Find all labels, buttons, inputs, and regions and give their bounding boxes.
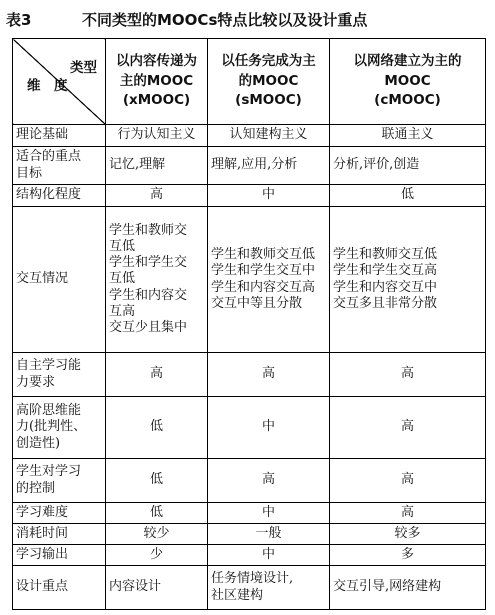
header-smooc [208, 39, 330, 125]
xmooc-cell-line: 记忆,理解 [109, 157, 166, 173]
cmooc-cell-line: 高 [400, 366, 414, 382]
cmooc-cell-line: 学生和内容交互中 [333, 279, 438, 295]
table-row [13, 524, 486, 545]
row-label [13, 524, 106, 545]
row-label-line: 高阶思维能 [16, 403, 82, 419]
xmooc-cell [106, 125, 208, 147]
header-xmooc-line: 主的MOOC [119, 72, 194, 89]
corner-type-label: 类型 [70, 60, 97, 76]
row-label-line: 适合的重点 [16, 149, 82, 165]
xmooc-cell [106, 503, 208, 524]
smooc-cell [208, 545, 330, 566]
table-number: 表3 [6, 10, 32, 29]
cmooc-cell-line: 高 [400, 472, 414, 488]
cmooc-cell-line: 高 [400, 419, 414, 435]
smooc-cell [208, 185, 330, 207]
smooc-cell-line: 交互中等且分散 [211, 295, 303, 311]
xmooc-cell-line: 互低 [109, 238, 136, 254]
xmooc-cell-line: 高 [149, 187, 163, 203]
header-cmooc-line: (cMOOC) [374, 92, 441, 109]
row-label [13, 125, 106, 147]
cmooc-cell [330, 125, 486, 147]
table-row [13, 207, 486, 353]
xmooc-cell-line: 低 [149, 504, 163, 520]
header-smooc-line: (sMOOC) [235, 92, 302, 109]
table-row [13, 545, 486, 566]
row-label-line: 创造性) [16, 435, 61, 451]
header-cmooc [330, 39, 486, 125]
table-row [13, 147, 486, 185]
row-label [13, 459, 106, 503]
cmooc-cell [330, 147, 486, 185]
row-label [13, 185, 106, 207]
row-label [13, 566, 106, 610]
smooc-cell-line: 高 [261, 366, 275, 382]
table-caption [6, 0, 495, 38]
xmooc-cell-line: 交互少且集中 [109, 320, 188, 336]
cmooc-cell [330, 459, 486, 503]
xmooc-cell [106, 524, 208, 545]
xmooc-cell-line: 学生和学生交 [109, 255, 188, 271]
xmooc-cell-line: 互低 [109, 271, 136, 287]
cmooc-cell [330, 207, 486, 353]
cmooc-cell [330, 566, 486, 610]
xmooc-cell [106, 185, 208, 207]
header-row [13, 39, 486, 125]
xmooc-cell [106, 147, 208, 185]
smooc-cell-line: 高 [261, 472, 275, 488]
cmooc-cell [330, 503, 486, 524]
row-label-line: 目标 [16, 165, 43, 181]
xmooc-cell [106, 353, 208, 397]
row-label-line: 学生对学习 [16, 464, 82, 480]
xmooc-cell-line: 高 [149, 366, 163, 382]
smooc-cell [208, 147, 330, 185]
xmooc-cell-line: 行为认知主义 [117, 127, 196, 143]
header-xmooc [106, 39, 208, 125]
cmooc-cell [330, 545, 486, 566]
cmooc-cell [330, 185, 486, 207]
cmooc-cell-line: 联通主义 [381, 127, 434, 143]
header-smooc-line: 以任务完成为主 [221, 53, 316, 70]
cmooc-cell-line: 交互引导,网络建构 [333, 579, 442, 595]
smooc-cell [208, 459, 330, 503]
cmooc-cell-line: 学生和学生交互高 [333, 263, 438, 279]
smooc-cell-line: 任务情境设计, [211, 571, 294, 587]
row-label-line: 的控制 [16, 480, 56, 496]
smooc-cell-line: 中 [261, 187, 275, 203]
row-label-line: 消耗时间 [16, 525, 69, 541]
row-label [13, 207, 106, 353]
row-label-line: 学习输出 [16, 546, 69, 562]
header-xmooc-line: (xMOOC) [122, 92, 191, 109]
row-label-line: 设计重点 [16, 579, 69, 595]
table-row [13, 566, 486, 610]
row-label-line: 结构化程度 [16, 187, 82, 203]
xmooc-cell-line: 少 [149, 546, 163, 562]
smooc-cell [208, 125, 330, 147]
smooc-cell [208, 397, 330, 459]
table-row [13, 125, 486, 147]
row-label-line: 学习难度 [16, 504, 69, 520]
xmooc-cell [106, 566, 208, 610]
cmooc-cell [330, 353, 486, 397]
cmooc-cell-line: 学生和教师交互低 [333, 247, 438, 262]
table-row [13, 185, 486, 207]
header-smooc-line: 的MOOC [238, 72, 299, 89]
row-label [13, 353, 106, 397]
xmooc-cell-line: 学生和教师交 [109, 222, 188, 238]
header-cmooc-line: MOOC [384, 72, 431, 89]
smooc-cell-line: 认知建构主义 [229, 127, 308, 143]
table-row [13, 459, 486, 503]
xmooc-cell-line: 内容设计 [109, 579, 162, 595]
smooc-cell [208, 524, 330, 545]
table-row [13, 397, 486, 459]
header-cmooc-line: 以网络建立为主的 [353, 53, 462, 70]
smooc-cell [208, 566, 330, 610]
smooc-cell [208, 353, 330, 397]
row-label [13, 397, 106, 459]
row-label [13, 147, 106, 185]
table-title: 不同类型的MOOCs特点比较以及设计重点 [82, 10, 368, 29]
corner-dimension-label: 维 度 [27, 78, 68, 94]
xmooc-cell-line: 较少 [143, 525, 170, 541]
row-label [13, 545, 106, 566]
row-label-line: 理论基础 [16, 127, 69, 143]
table-row [13, 503, 486, 524]
row-label-line: 力要求 [16, 374, 56, 390]
xmooc-cell [106, 459, 208, 503]
smooc-cell-line: 学生和学生交互中 [211, 263, 316, 279]
header-xmooc-line: 以内容传递为 [116, 53, 197, 70]
xmooc-cell-line: 学生和内容交 [109, 287, 188, 303]
xmooc-cell [106, 397, 208, 459]
smooc-cell [208, 207, 330, 353]
row-label-line: 力(批判性、 [16, 419, 87, 435]
smooc-cell-line: 中 [261, 546, 275, 562]
cmooc-cell-line: 分析,评价,创造 [333, 157, 420, 173]
smooc-cell-line: 社区建构 [211, 587, 264, 603]
smooc-cell-line: 中 [261, 419, 275, 435]
cmooc-cell-line: 交互多且非常分散 [333, 295, 438, 311]
smooc-cell [208, 503, 330, 524]
row-label-line: 交互情况 [16, 271, 69, 287]
row-label-line: 自主学习能 [16, 358, 82, 374]
xmooc-cell-line: 低 [149, 472, 163, 488]
cmooc-cell [330, 397, 486, 459]
cmooc-cell-line: 多 [400, 546, 414, 562]
cmooc-cell-line: 低 [400, 187, 414, 203]
mooc-comparison-table [12, 38, 486, 610]
smooc-cell-line: 中 [261, 504, 275, 520]
smooc-cell-line: 理解,应用,分析 [211, 157, 298, 173]
corner-header-cell [13, 39, 106, 125]
xmooc-cell [106, 545, 208, 566]
cmooc-cell-line: 较多 [394, 525, 421, 541]
row-label [13, 503, 106, 524]
xmooc-cell-line: 低 [149, 419, 163, 435]
xmooc-cell-line: 互高 [109, 303, 136, 319]
smooc-cell-line: 一般 [255, 525, 282, 541]
xmooc-cell [106, 207, 208, 353]
cmooc-cell [330, 524, 486, 545]
smooc-cell-line: 学生和教师交互低 [211, 247, 316, 262]
cmooc-cell-line: 高 [400, 504, 414, 520]
table-row [13, 353, 486, 397]
smooc-cell-line: 学生和内容交互高 [211, 279, 316, 295]
